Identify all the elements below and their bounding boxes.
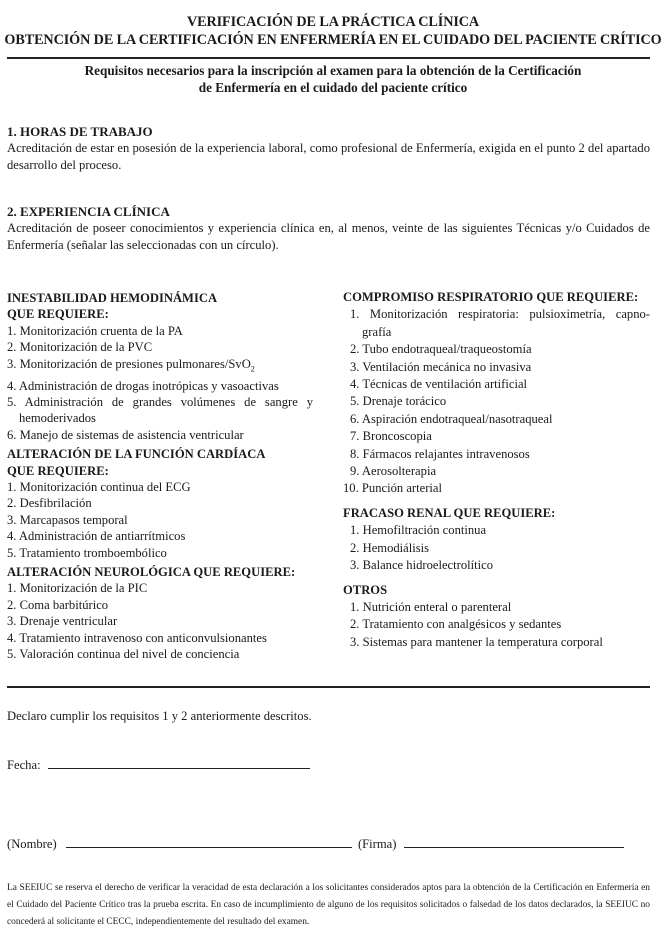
checklist-item[interactable]: 3. Balance hidroelectrolítico [350,558,494,573]
checklist-item[interactable]: 2. Tratamiento con analgésicos y sedantes [350,617,562,632]
date-field[interactable] [48,756,310,769]
checklist-item[interactable]: 2. Desfibrilación [7,496,92,511]
checklist-item[interactable]: 3. Sistemas para mantener la temperatura corporal [350,634,603,649]
checklist-item[interactable]: 1. Monitorización de la PIC [7,581,148,596]
name-label: (Nombre) [7,837,57,851]
checklist-item[interactable]: 2. Coma barbitúrico [7,597,109,612]
checklist-item[interactable]: 3. Marcapasos temporal [7,512,128,527]
section1-heading: 1. HORAS DE TRABAJO [7,124,153,139]
group-otros: OTROS 1. Nutrición enteral o parenteral 2. Tratamiento con analgésicos y sedantes 3. Sistemas para mantener la temperatura corporal [343,582,650,652]
group-renal: FRACASO RENAL QUE REQUIERE: 1. Hemofiltración continua 2. Hemodiálisis 3. Balance hidroelectrolítico [343,505,650,575]
checklist-item[interactable]: 6. Aspiración endotraqueal/nasotraqueal [350,411,553,426]
date-row [7,756,310,773]
checklist-item[interactable]: 1. Hemofiltración continua [350,523,487,538]
checklist-item[interactable]: 4. Administración de antiarrítmicos [7,529,186,544]
checklist-item[interactable]: 1. Nutrición enteral o parenteral [350,599,512,614]
checklist-item[interactable]: 5. Administración de grandes volúmenes de sangre y hemoderivados [7,394,313,426]
document-subtitle: Requisitos necesarios para la inscripción al examen para la obtención de la Certificación de Enfermería en el cuidado del paciente crítico [84,63,582,95]
checklist-item[interactable]: 3. Drenaje ventricular [7,614,118,629]
date-label: Fecha: [7,758,41,772]
footnote: La SEEIUC se reserva el derecho de verificar la veracidad de esta declaración a los solicitantes considerados aptos para la obtención de la Certificación en Enfermería en el Cuidado del Paciente Crítico tras la prueba escrita. En caso de incumplimiento de alguno de los requisitos solicitados o falsedad de los datos declarados, la SEEIUC no concederá al solicitante el CECC, independientemente del resultado del examen. [7,883,650,927]
checklist-item[interactable]: 10. Punción arterial [343,481,442,496]
signature-label: (Firma) [357,837,397,851]
group-cardiaca: ALTERACIÓN DE LA FUNCIÓN CARDÍACA QUE REQUIERE: 1. Monitorización continua del ECG 2. Desfibrilación 3. Marcapasos temporal 4. Administración de antiarrítmicos 5. Tratamiento tromboembólico [7,446,313,561]
checklist-item[interactable]: 1. Monitorización respiratoria: pulsioximetría, capno-grafía [350,307,650,339]
section1-text: Acreditación de estar en posesión de la experiencia laboral, como profesional de Enfermería, exigida en el punto 2 del apartado desarrollo del proceso. [7,141,650,172]
group-respiratorio: COMPROMISO RESPIRATORIO QUE REQUIERE: 1. Monitorización respiratoria: pulsioximetría, capno-grafía 2. Tubo endotraqueal/traqueostomía 3. Ventilación mecánica no invasiva 4. Técnicas de ventilación artificial 5. Drenaje torácico 6. Aspiración endotraqueal/nasotraqueal 7. Broncoscopia 8. Fármacos relajantes intravenosos 9. Aerosolterapia 10. Punción arterial [343,289,650,498]
checklist-item[interactable]: 3. Monitorización de presiones pulmonares/SvO$_2$ [7,356,255,374]
checklist-item[interactable]: 9. Aerosolterapia [350,464,437,479]
checklist-item[interactable]: 7. Broncoscopia [350,429,432,444]
checklist-item[interactable]: 4. Tratamiento intravenoso con anticonvulsionantes [7,630,267,645]
section2-text: Acreditación de poseer conocimientos y experiencia clínica en, al menos, veinte de las siguientes Técnicas y/o Cuidados de Enfermería (señalar las seleccionadas con un círculo). [7,221,650,252]
checklist-item[interactable]: 3. Ventilación mecánica no invasiva [350,359,532,374]
checklist-item[interactable]: 5. Valoración continua del nivel de conciencia [7,647,240,662]
document-title: VERIFICACIÓN DE LA PRÁCTICA CLÍNICA OBTENCIÓN DE LA CERTIFICACIÓN EN ENFERMERÍA EN EL CUIDADO DEL PACIENTE CRÍTICO [4,14,662,48]
checklist-item[interactable]: 1. Monitorización continua del ECG [7,479,191,494]
right-column [343,289,650,658]
checklist-item[interactable]: 8. Fármacos relajantes intravenosos [350,446,530,461]
checklist-item[interactable]: 5. Drenaje torácico [350,394,447,409]
divider [7,57,650,59]
signature-field[interactable] [404,835,624,848]
checklist-item[interactable]: 2. Hemodiálisis [350,540,430,555]
checklist-item[interactable]: 6. Manejo de sistemas de asistencia ventricular [7,427,244,442]
signature-row [7,835,624,852]
checklist-item[interactable]: 4. Administración de drogas inotrópicas y vasoactivas [7,378,279,393]
checklist-item[interactable]: 2. Tubo endotraqueal/traqueostomía [350,342,532,357]
group-neurologica: ALTERACIÓN NEUROLÓGICA QUE REQUIERE: 1. Monitorización de la PIC 2. Coma barbitúrico 3. Drenaje ventricular 4. Tratamiento intravenoso con anticonvulsionantes 5. Valoración continua del nivel de conciencia [7,564,313,662]
checklist-item[interactable]: 4. Técnicas de ventilación artificial [350,377,528,392]
group-hemodinamica: INESTABILIDAD HEMODINÁMICA QUE REQUIERE: 1. Monitorización cruenta de la PA 2. Monitorización de la PVC 3. Monitorización de presiones pulmonares/SvO$_2$ 4. Administración de drogas inotrópicas y vasoactivas 5. Administración de grandes volúmenes de sangre y hemoderivados 6. Manejo de sistemas de asistencia ventricular [7,291,313,442]
checklist-item[interactable]: 1. Monitorización cruenta de la PA [7,323,183,338]
divider [7,686,650,688]
checklist-item[interactable]: 5. Tratamiento tromboembólico [7,545,167,560]
checklist-item[interactable]: 2. Monitorización de la PVC [7,340,153,355]
left-column [7,290,313,665]
declaration-text: Declaro cumplir los requisitos 1 y 2 anteriormente descritos. [7,709,312,723]
name-field[interactable] [66,835,352,848]
section2-heading: 2. EXPERIENCIA CLÍNICA [7,204,170,219]
